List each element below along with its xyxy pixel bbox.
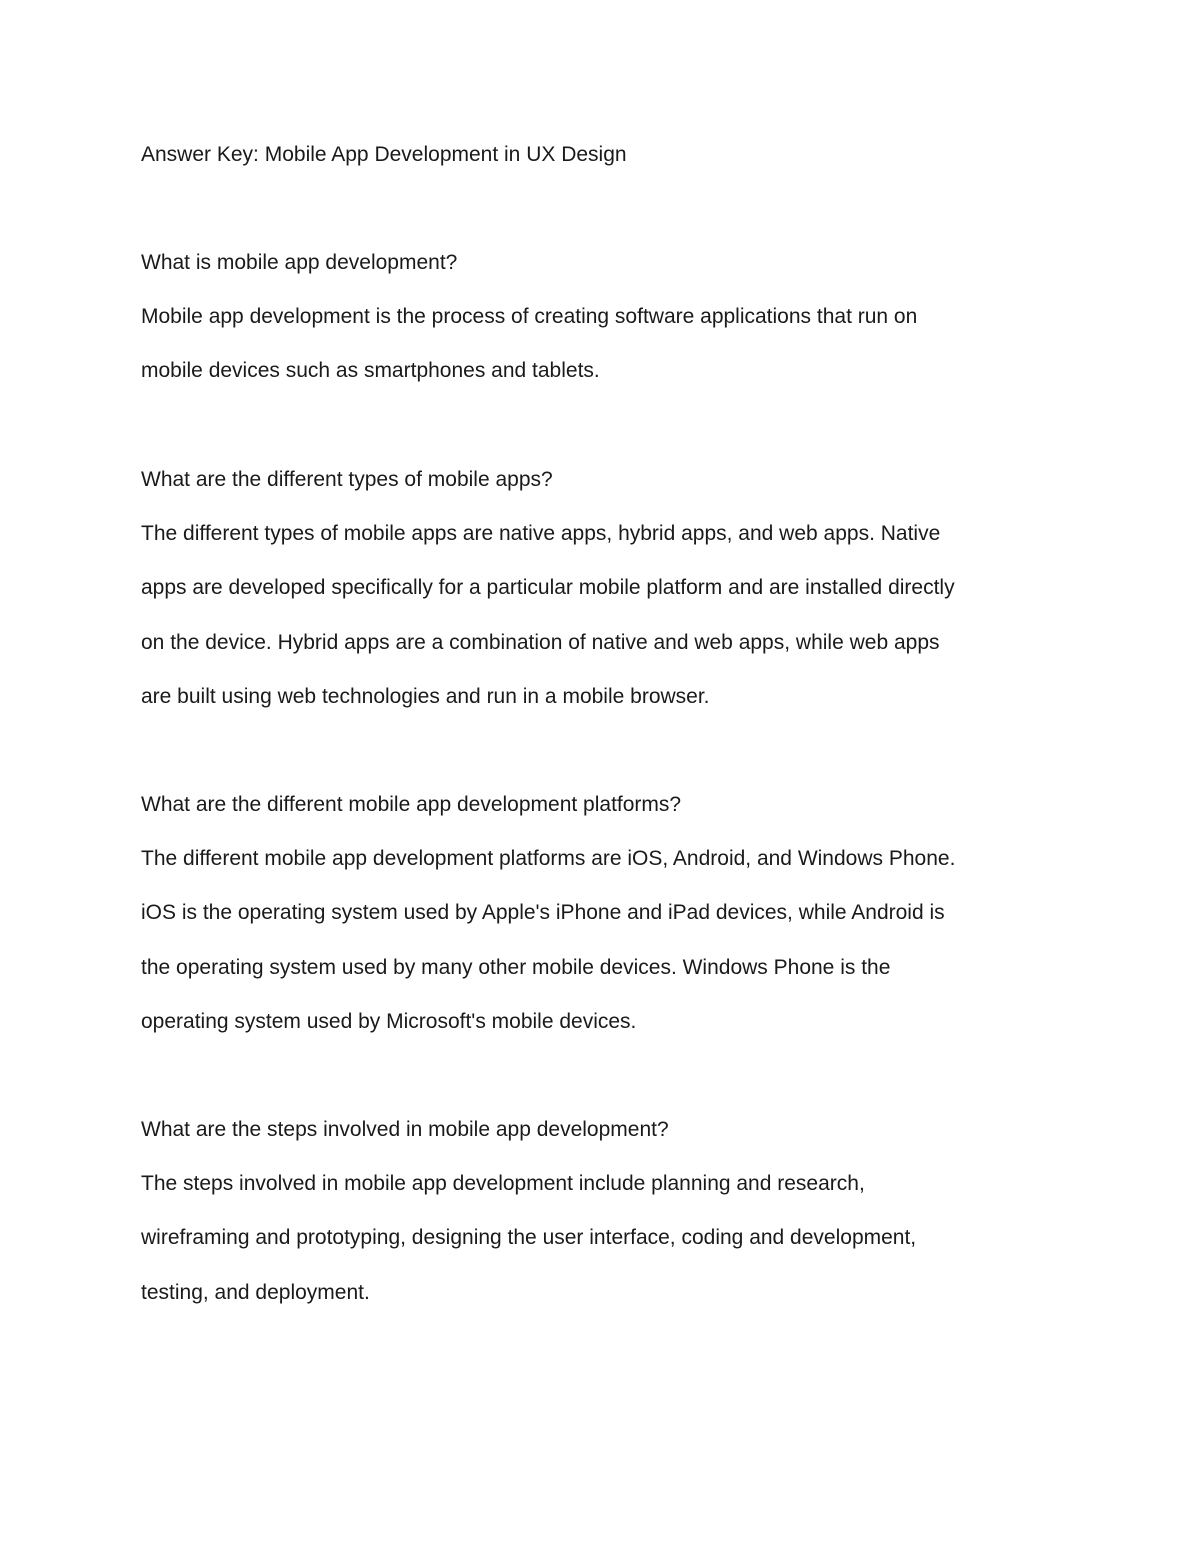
answer-line: The different mobile app development platforms are iOS, Android, and Windows Phone.: [141, 847, 956, 871]
answer-line: The steps involved in mobile app development include planning and research,: [141, 1172, 865, 1196]
answer-line: mobile devices such as smartphones and tablets.: [141, 359, 600, 383]
answer-paragraph: [141, 290, 1101, 398]
answer-paragraph: [141, 832, 1101, 1049]
question-heading: What are the different types of mobile apps?: [141, 468, 553, 491]
document-title: Answer Key: Mobile App Development in UX Design: [141, 143, 627, 166]
answer-line: apps are developed specifically for a particular mobile platform and are installed directly: [141, 576, 955, 600]
answer-line: iOS is the operating system used by Apple's iPhone and iPad devices, while Android is: [141, 901, 945, 925]
question-heading: What is mobile app development?: [141, 251, 458, 274]
question-heading: What are the different mobile app development platforms?: [141, 793, 682, 816]
qa-section-mobile-app-development: [141, 236, 1101, 399]
answer-paragraph: [141, 1157, 1101, 1320]
answer-line: operating system used by Microsoft's mobile devices.: [141, 1009, 637, 1033]
qa-section-platforms: [141, 778, 1101, 1049]
answer-line: testing, and deployment.: [141, 1280, 370, 1304]
answer-paragraph: [141, 507, 1101, 724]
qa-section-types-of-apps: [141, 453, 1101, 724]
answer-line: on the device. Hybrid apps are a combination of native and web apps, while web apps: [141, 630, 940, 654]
answer-line: wireframing and prototyping, designing the user interface, coding and development,: [141, 1226, 917, 1250]
answer-line: the operating system used by many other mobile devices. Windows Phone is the: [141, 955, 891, 979]
answer-line: Mobile app development is the process of creating software applications that run on: [141, 305, 918, 329]
answer-line: are built using web technologies and run in a mobile browser.: [141, 684, 710, 708]
question-heading: What are the steps involved in mobile app development?: [141, 1118, 669, 1141]
answer-line: The different types of mobile apps are native apps, hybrid apps, and web apps. Native: [141, 522, 941, 546]
qa-section-development-steps: [141, 1103, 1101, 1320]
